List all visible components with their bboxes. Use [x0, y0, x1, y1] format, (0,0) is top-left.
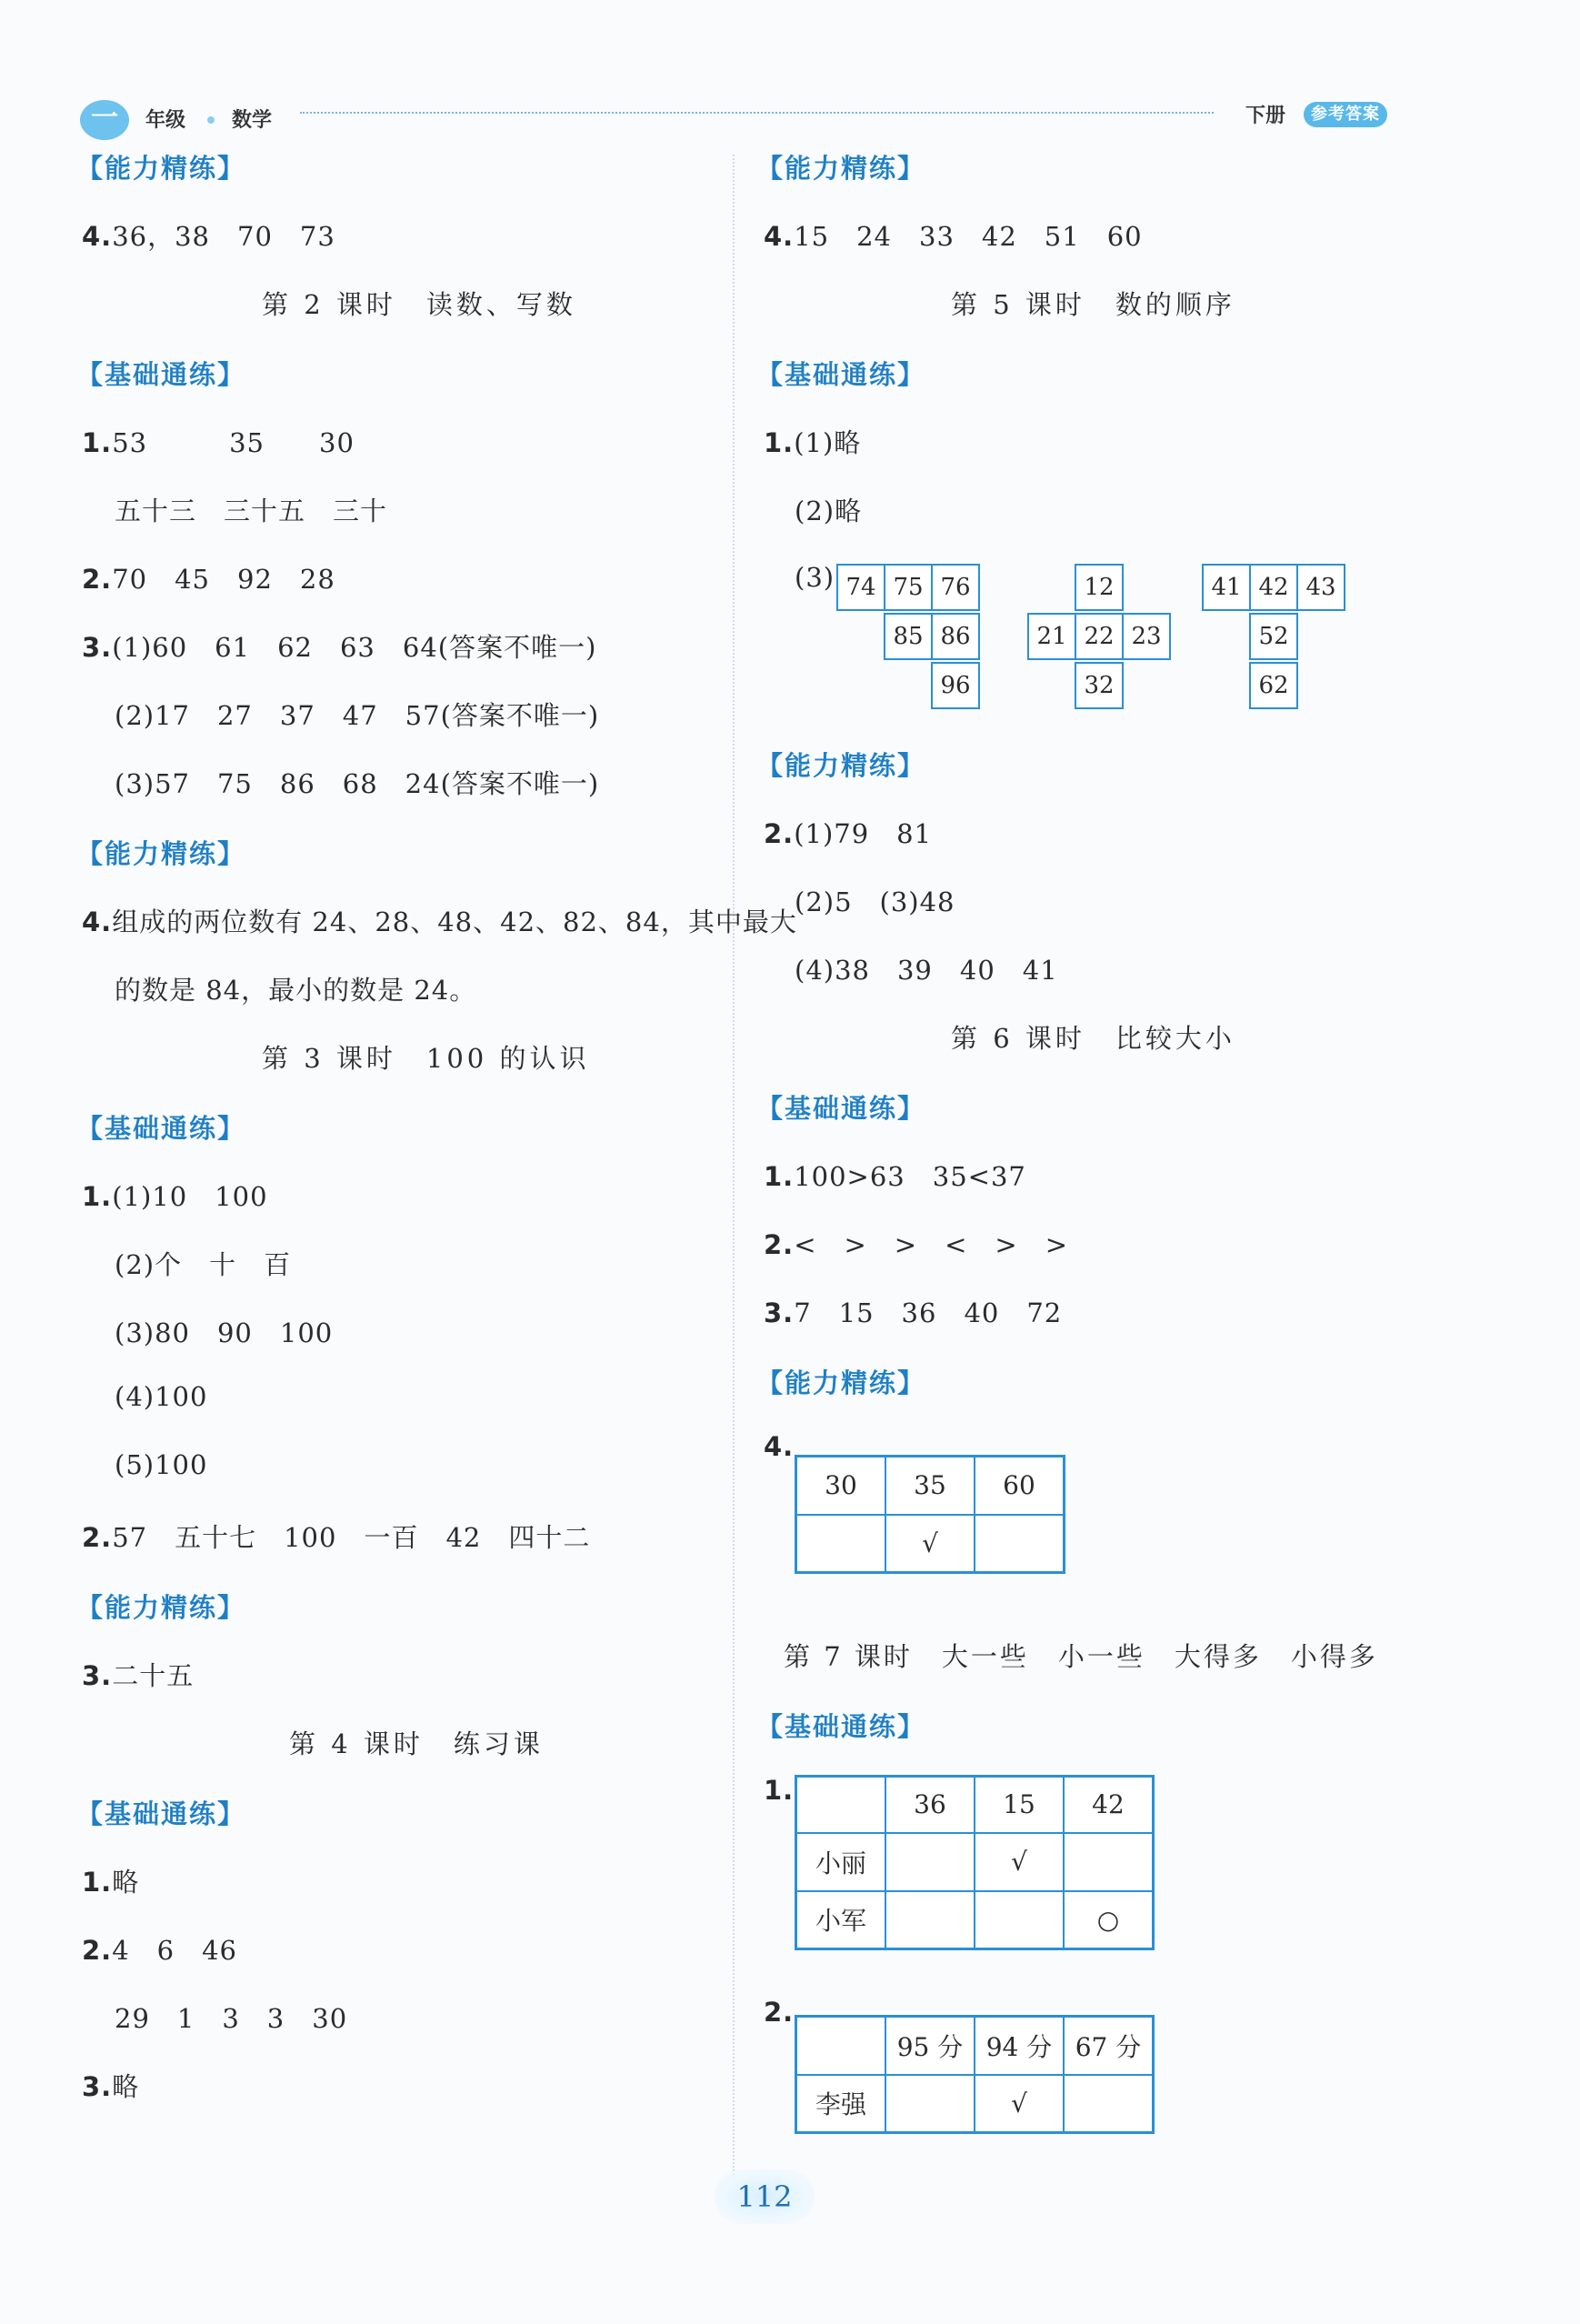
number-grid-cell: 62: [1249, 662, 1298, 709]
answer-line: 1.53 35 30: [82, 427, 355, 458]
section-heading: 【基础通练】: [756, 1711, 926, 1742]
answer-line: 3.7 15 36 40 72: [764, 1297, 1063, 1328]
section-heading: 【能力精练】: [756, 153, 926, 184]
section-heading: 【能力精练】: [756, 1367, 926, 1398]
number-grid-cell: 76: [931, 564, 980, 611]
answer-line: 2.< > > < > >: [764, 1229, 1068, 1260]
comparison-table-2: [795, 2015, 1155, 2134]
answer-line: 3.(1)60 61 62 63 64(答案不唯一): [82, 632, 597, 663]
page-number: 112: [715, 2169, 815, 2224]
table-mark-cell: [1064, 1833, 1154, 1891]
answer-line: (2)略: [795, 496, 863, 526]
answer-line: 的数是 84，最小的数是 24。: [115, 975, 477, 1006]
table-corner-cell: [796, 1777, 886, 1833]
number-grid-cell: 52: [1249, 613, 1298, 660]
compare-table: [795, 1455, 1065, 1574]
answer-line: (4)38 39 40 41: [795, 955, 1058, 986]
answer-line: 3.略: [82, 2071, 140, 2102]
table-header-cell: 95 分: [885, 2017, 975, 2075]
section-heading: 【能力精练】: [76, 153, 246, 184]
answer-line: 1.略: [82, 1867, 140, 1898]
comparison-table-1: [795, 1775, 1155, 1950]
question-number: 4.: [764, 1431, 795, 1462]
section-heading: 【基础通练】: [76, 1113, 246, 1144]
section-heading: 【基础通练】: [76, 1798, 246, 1829]
lesson-title: 第 4 课时 练习课: [289, 1728, 544, 1759]
table-mark-cell: √: [975, 1833, 1064, 1891]
table-mark-cell: √: [885, 1515, 975, 1573]
number-grid-cell: 21: [1027, 613, 1076, 660]
number-grid-cell: 42: [1249, 564, 1298, 611]
section-heading: 【基础通练】: [76, 359, 246, 390]
answer-line: (2)个 十 百: [115, 1249, 292, 1280]
table-header-cell: 36: [885, 1777, 975, 1833]
answer-line: (5)100: [115, 1449, 208, 1480]
table-row-label: 小军: [796, 1891, 886, 1949]
table-mark-cell: [885, 1833, 975, 1891]
answer-line: (2)17 27 37 47 57(答案不唯一): [115, 700, 600, 731]
number-grid-cell: 96: [931, 662, 980, 709]
table-mark-cell: [885, 1891, 975, 1949]
number-grid-cell: 86: [931, 613, 980, 660]
section-heading: 【能力精练】: [76, 838, 246, 869]
table-mark-cell: [975, 1515, 1065, 1573]
answer-line: 3.二十五: [82, 1660, 195, 1691]
number-grid-cell: 41: [1202, 564, 1251, 611]
answer-line: (4)100: [115, 1381, 208, 1412]
number-grid-cell: 43: [1296, 564, 1345, 611]
section-heading: 【能力精练】: [756, 750, 926, 781]
grade-number-badge: 一: [80, 100, 129, 140]
table-header-cell: 60: [975, 1457, 1065, 1515]
table-mark-cell: [885, 2075, 975, 2133]
lesson-title: 第 7 课时 大一些 小一些 大得多 小得多: [784, 1641, 1378, 1672]
grade-label: 年级: [145, 109, 186, 132]
table-header-cell: 35: [885, 1457, 975, 1515]
answer-line: 2.57 五十七 100 一百 42 四十二: [82, 1522, 591, 1553]
answer-line: 4.组成的两位数有 24、28、48、42、82、84，其中最大: [82, 907, 797, 937]
table-mark-cell: [796, 1515, 886, 1573]
number-grid-cell: 12: [1075, 564, 1124, 611]
table-header-cell: 15: [975, 1777, 1064, 1833]
answer-line: 2.(1)79 81: [764, 818, 933, 849]
answer-line: 4.36，38 70 73: [82, 221, 335, 252]
header-dot: [207, 116, 215, 124]
column-divider: [733, 155, 735, 2182]
table-mark-cell: [975, 1891, 1064, 1949]
answer-line: 1.(1)10 100: [82, 1181, 268, 1212]
lesson-title: 第 5 课时 数的顺序: [951, 289, 1235, 320]
answer-line: (3)80 90 100: [115, 1317, 334, 1348]
answer-line: 1.100>63 35<37: [764, 1161, 1026, 1192]
answer-line: (3): [795, 562, 835, 593]
header-dotted-rule: [300, 112, 1214, 114]
answer-line: 2.4 6 46: [82, 1935, 238, 1966]
section-heading: 【基础通练】: [756, 1093, 926, 1124]
table-mark-cell: √: [975, 2075, 1064, 2133]
answer-line: 2.70 45 92 28: [82, 564, 335, 595]
answer-line: (2)5 (3)48: [795, 887, 955, 917]
table-header-cell: 42: [1064, 1777, 1154, 1833]
subject-label: 数学: [232, 109, 273, 132]
answer-line: 五十三 三十五 三十: [115, 496, 388, 526]
volume-label: 下册: [1245, 105, 1286, 127]
table-header-cell: 94 分: [975, 2017, 1064, 2075]
table-mark-cell: [1064, 2075, 1154, 2133]
answer-key-badge: 参考答案: [1304, 102, 1387, 127]
number-grid-cell: 75: [884, 564, 933, 611]
question-number: 1.: [764, 1775, 795, 1806]
question-number: 2.: [764, 1997, 795, 2028]
answer-line: 4.15 24 33 42 51 60: [764, 221, 1143, 252]
answer-line: 29 1 3 3 30: [115, 2003, 348, 2034]
number-grid-cell: 74: [836, 564, 885, 611]
table-header-cell: 67 分: [1064, 2017, 1154, 2075]
table-row-label: 李强: [796, 2075, 886, 2133]
table-header-cell: 30: [796, 1457, 886, 1515]
table-corner-cell: [796, 2017, 886, 2075]
table-row-label: 小丽: [796, 1833, 886, 1891]
number-grid-cell: 32: [1075, 662, 1124, 709]
lesson-title: 第 6 课时 比较大小: [951, 1023, 1235, 1054]
table-mark-cell: ○: [1064, 1891, 1154, 1949]
section-heading: 【基础通练】: [756, 359, 926, 390]
answer-line: 1.(1)略: [764, 427, 862, 458]
number-grid-cell: 23: [1122, 613, 1171, 660]
number-grid-cell: 22: [1075, 613, 1124, 660]
lesson-title: 第 3 课时 100 的认识: [262, 1043, 590, 1074]
number-grid-cell: 85: [884, 613, 933, 660]
section-heading: 【能力精练】: [76, 1592, 246, 1623]
answer-line: (3)57 75 86 68 24(答案不唯一): [115, 768, 600, 799]
lesson-title: 第 2 课时 读数、写数: [262, 289, 576, 320]
